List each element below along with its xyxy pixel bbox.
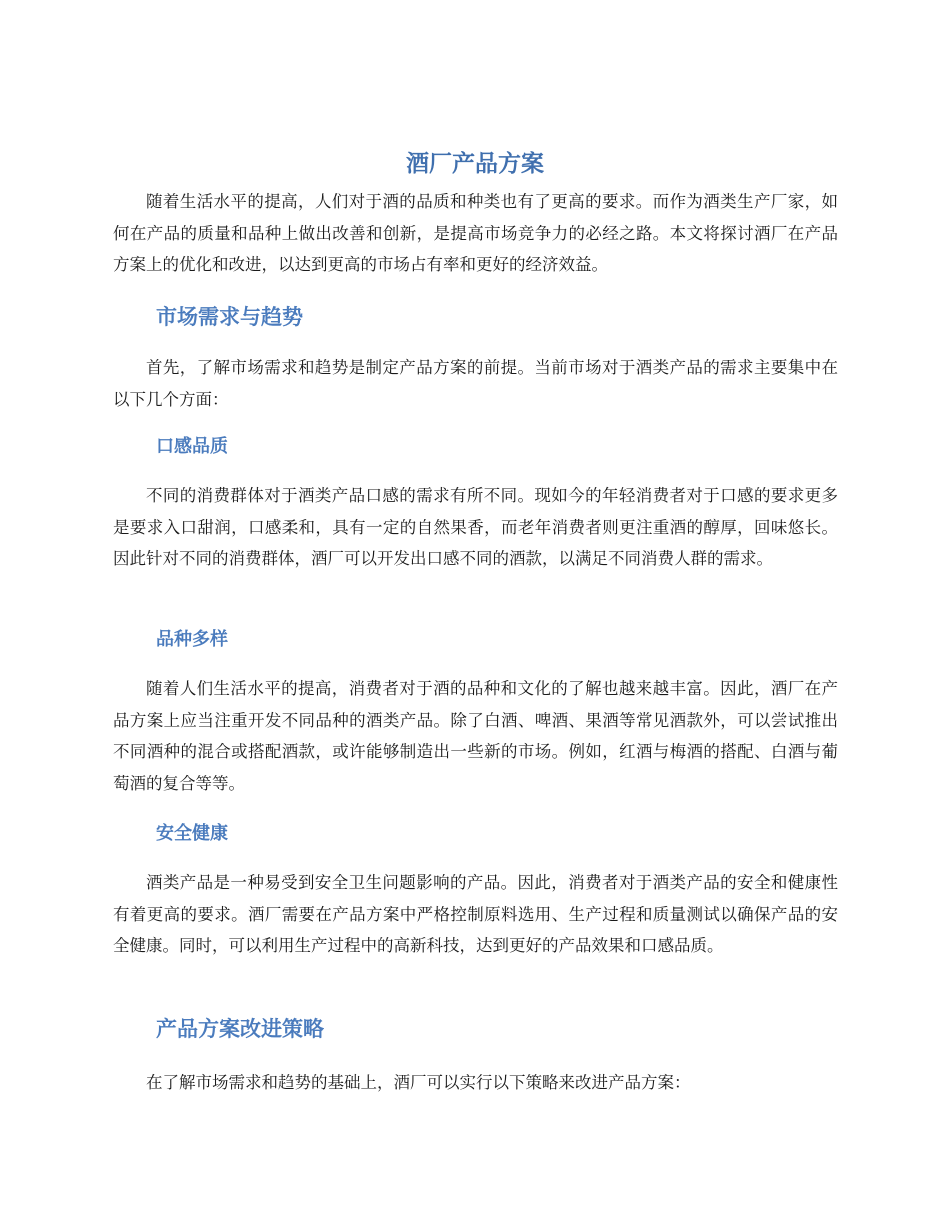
subheading-taste-quality: 口感品质 [156, 436, 228, 457]
safety-health-paragraph: 酒类产品是一种易受到安全卫生问题影响的产品。因此，消费者对于酒类产品的安全和健康性有着更高的要求。酒厂需要在产品方案中严格控制原料选用、生产过程和质量测试以确保产品的安全健康。同时，可以利用生产过程中的高新科技，达到更好的产品效果和口感品质。 [113, 873, 838, 955]
subheading-variety: 品种多样 [156, 629, 228, 650]
section-heading-market-demand: 市场需求与趋势 [156, 305, 303, 329]
document-title: 酒厂产品方案 [406, 151, 544, 177]
subheading-safety-health: 安全健康 [156, 823, 228, 844]
market-demand-paragraph: 首先，了解市场需求和趋势是制定产品方案的前提。当前市场对于酒类产品的需求主要集中在以下几个方面： [113, 358, 838, 409]
variety-paragraph: 随着人们生活水平的提高，消费者对于酒的品种和文化的了解也越来越丰富。因此，酒厂在产品方案上应当注重开发不同品种的酒类产品。除了白酒、啤酒、果酒等常见酒款外，可以尝试推出不同酒种的混合或搭配酒款，或许能够制造出一些新的市场。例如，红酒与梅酒的搭配、白酒与葡萄酒的复合等等。 [113, 679, 838, 793]
taste-quality-paragraph: 不同的消费群体对于酒类产品口感的需求有所不同。现如今的年轻消费者对于口感的要求更多是要求入口甜润，口感柔和，具有一定的自然果香，而老年消费者则更注重酒的醇厚，回味悠长。因此针对不同的消费群体，酒厂可以开发出口感不同的酒款，以满足不同消费人群的需求。 [113, 486, 838, 568]
section-heading-improvement-strategy: 产品方案改进策略 [156, 1017, 324, 1041]
improvement-strategy-paragraph: 在了解市场需求和趋势的基础上，酒厂可以实行以下策略来改进产品方案： [146, 1073, 691, 1092]
intro-paragraph: 随着生活水平的提高，人们对于酒的品质和种类也有了更高的要求。而作为酒类生产厂家，如何在产品的质量和品种上做出改善和创新，是提高市场竞争力的必经之路。本文将探讨酒厂在产品方案上的优化和改进，以达到更高的市场占有率和更好的经济效益。 [113, 192, 838, 274]
